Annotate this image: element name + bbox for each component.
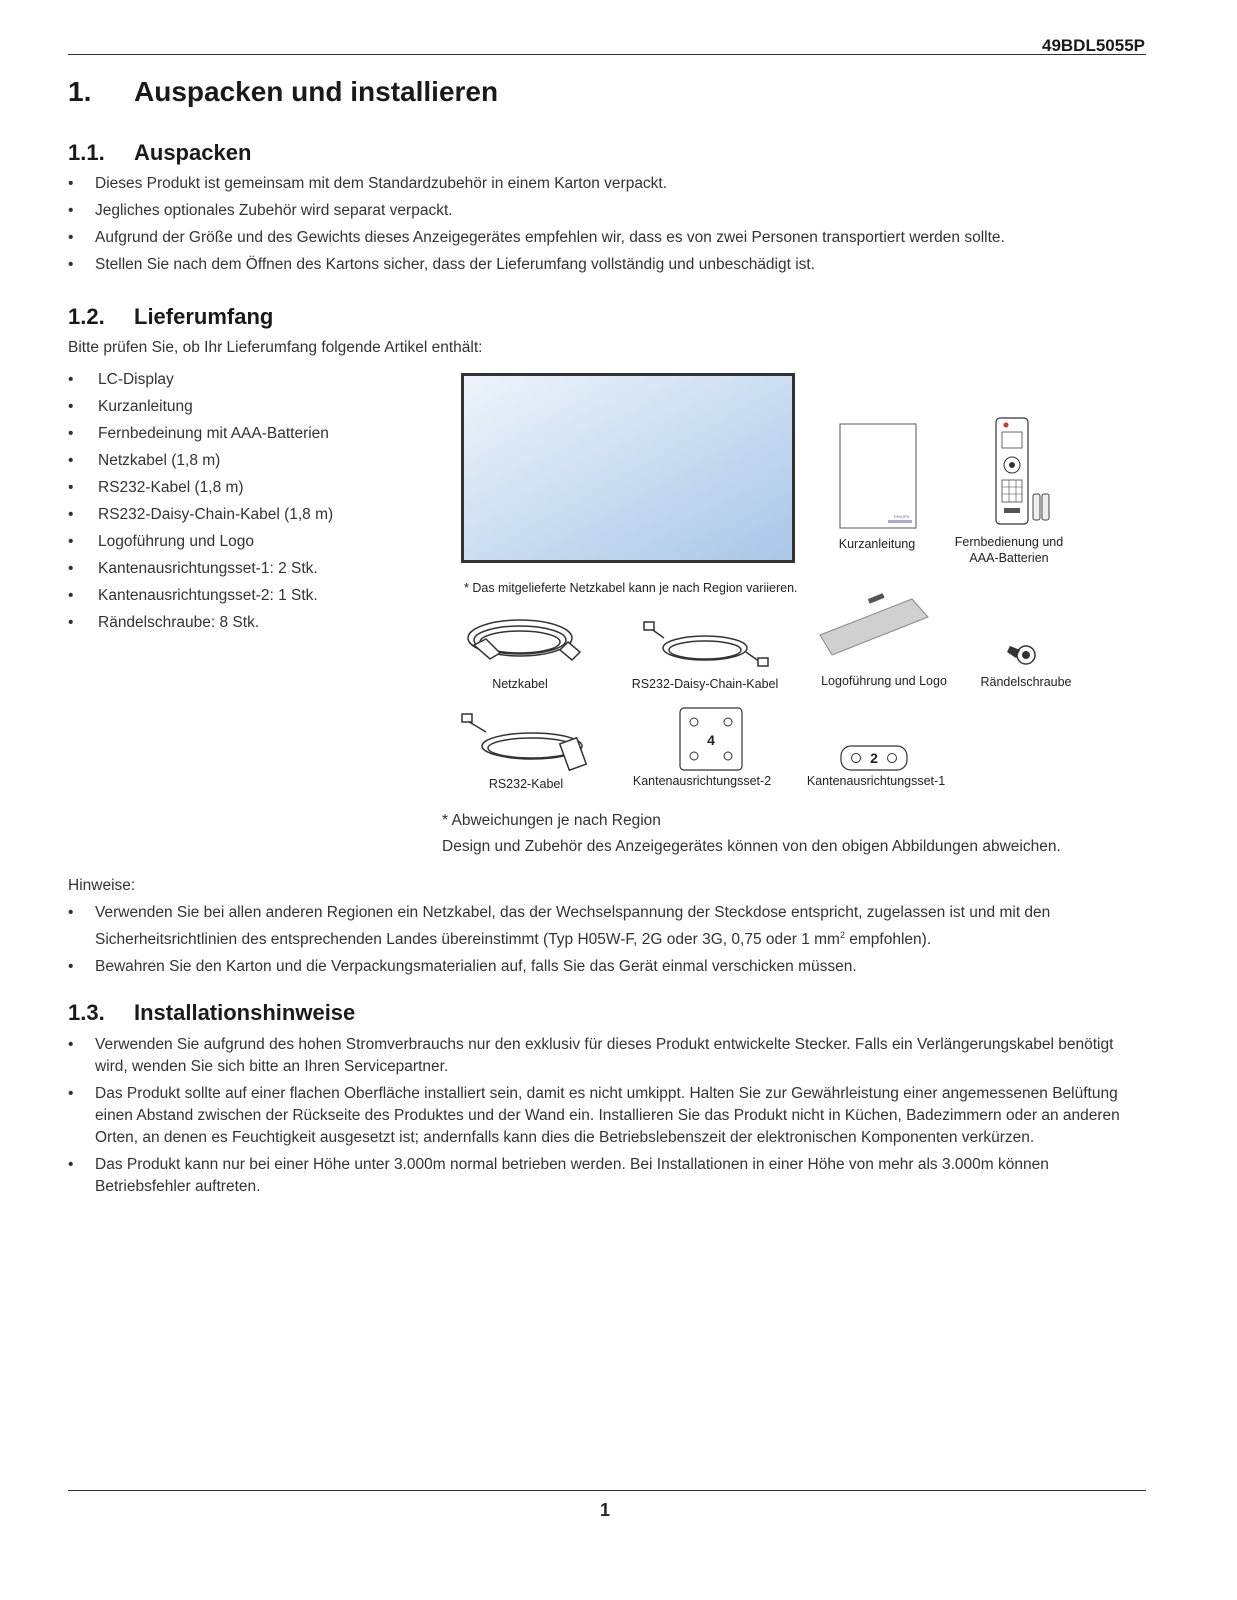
list-item: • Bewahren Sie den Karton und die Verpackungsmaterialien auf, falls Sie das Gerät einmal verschicken müssen.: [68, 956, 1146, 978]
list-item: • LC-Display: [68, 369, 428, 391]
list-item: • Verwenden Sie aufgrund des hohen Stromverbrauchs nur den exklusiv für dieses Produkt entwickelte Stecker. Falls ein Verlängerungskabel benötigt wird, wenden Sie sich bitte an Ihren Servicepartner.: [68, 1034, 1146, 1078]
header-model-number: 49BDL5055P: [1041, 36, 1145, 55]
section-1-1-number: 1.1.: [68, 140, 105, 165]
logo-guide-illustration: [820, 593, 928, 655]
page-number: 1: [599, 1500, 610, 1520]
caption-rs232: RS232-Kabel: [488, 777, 564, 791]
list-item: • Das Produkt sollte auf einer flachen Oberfläche installiert sein, damit es nicht umkippt. Halten Sie zur Gewährleistung einer angemessenen Belüftung einen Abstand zwischen der Rückseite des Produktes und der Wand ein. Installieren Sie das Produkt nicht in Küchen, Badezimmern oder an anderen Orten, an denen es Feuchtigkeit ausgesetzt ist; andernfalls kann dies die Betriebslebenszeit der elektronischen Komponenten verkürzen.: [68, 1083, 1146, 1149]
list-item: • Rändelschraube: 8 Stk.: [68, 612, 428, 634]
section-1-heading: [68, 76, 498, 108]
hinweis-1-superscript: 2: [839, 930, 845, 940]
power-cord-note: * Das mitgelieferte Netzkabel kann je nach Region variieren.: [464, 581, 798, 595]
remote-control-illustration: [996, 418, 1049, 524]
section-1-title: Auspacken und installieren: [134, 76, 499, 107]
hinweise-label: Hinweise:: [68, 877, 136, 894]
caption-thumbscrew: Rändelschraube: [980, 675, 1072, 689]
power-cord-illustration: [468, 620, 580, 660]
list-item: • Das Produkt kann nur bei einer Höhe unter 3.000m normal betrieben werden. Bei Installationen in einer Höhe von mehr als 3.000m können Betriebsfehler auftreten.: [68, 1154, 1146, 1198]
section-1-3-heading: [68, 1000, 355, 1026]
section-1-3-number: 1.3.: [68, 1000, 105, 1025]
region-note-2: Design und Zubehör des Anzeigegerätes können von den obigen Abbildungen abweichen.: [442, 838, 1061, 855]
footer-rule: [68, 1490, 1146, 1491]
package-intro: Bitte prüfen Sie, ob Ihr Lieferumfang folgende Artikel enthält:: [68, 339, 483, 356]
section-1-number: 1.: [68, 76, 92, 107]
caption-logo-guide: Logoführung und Logo: [821, 674, 947, 688]
section-1-2-heading: [68, 304, 273, 330]
list-item: • Kantenausrichtungsset-1: 2 Stk.: [68, 558, 428, 580]
list-item: • Jegliches optionales Zubehör wird separat verpackt.: [68, 200, 1146, 222]
kit-2-label: 4: [707, 732, 715, 748]
unpacking-list: [68, 173, 1146, 281]
quick-guide-illustration: [840, 424, 916, 528]
installation-notes-list: [68, 1034, 1146, 1203]
hinweis-1-line-2-end: empfohlen).: [844, 931, 932, 949]
caption-remote-line-2: AAA-Batterien: [969, 551, 1049, 565]
booklet-brand-text: PHILIPS: [894, 514, 910, 519]
list-item: • Kurzanleitung: [68, 396, 428, 418]
section-1-2-title: Lieferumfang: [134, 304, 274, 329]
thumbscrew-illustration: [1007, 646, 1035, 664]
section-1-1-heading: [68, 140, 251, 166]
hinweis-1-line-2: Sicherheitsrichtlinien des entsprechenden Landes übereinstimmt (Typ H05W-F, 2G oder 3G, 0,75 oder 1 mm: [95, 931, 840, 949]
region-note-1: * Abweichungen je nach Region: [442, 812, 661, 829]
lc-display-illustration: [461, 373, 795, 563]
list-item: • Dieses Produkt ist gemeinsam mit dem Standardzubehör in einem Karton verpackt.: [68, 173, 1146, 195]
section-1-3-title: Installationshinweise: [134, 1000, 356, 1025]
caption-quick-guide: Kurzanleitung: [838, 537, 916, 551]
section-1-2-number: 1.2.: [68, 304, 105, 329]
list-item: • RS232-Kabel (1,8 m): [68, 477, 428, 499]
rs232-cable-illustration: [462, 714, 586, 770]
hinweis-1-line-1: Verwenden Sie bei allen anderen Regionen ein Netzkabel, das der Wechselspannung der Steckdose entspricht, zugelassen ist und mit den: [95, 904, 1051, 921]
header-rule: [68, 54, 1146, 55]
caption-power-cord: Netzkabel: [492, 677, 548, 691]
list-item: • Logoführung und Logo: [68, 531, 428, 553]
caption-kit-2: Kantenausrichtungsset-2: [632, 774, 772, 788]
list-item: • Aufgrund der Größe und des Gewichts dieses Anzeigegerätes empfehlen wir, dass es von zwei Personen transportiert werden sollte.: [68, 227, 1146, 249]
list-item: [68, 902, 1146, 951]
section-1-1-title: Auspacken: [134, 140, 252, 165]
hinweise-list: [68, 902, 1146, 983]
list-item: • Fernbedeinung mit AAA-Batterien: [68, 423, 428, 445]
kit-1-label: 2: [870, 750, 878, 766]
list-item: • Stellen Sie nach dem Öffnen des Kartons sicher, dass der Lieferumfang vollständig und unbeschädigt ist.: [68, 254, 1146, 276]
daisy-chain-cable-illustration: [644, 622, 768, 666]
package-contents-list: [68, 369, 428, 639]
list-item: • Kantenausrichtungsset-2: 1 Stk.: [68, 585, 428, 607]
caption-kit-1: Kantenausrichtungsset-1: [806, 774, 946, 788]
list-item: • Netzkabel (1,8 m): [68, 450, 428, 472]
caption-daisy-chain: RS232-Daisy-Chain-Kabel: [631, 677, 779, 691]
caption-remote: [944, 534, 1074, 566]
list-item: • RS232-Daisy-Chain-Kabel (1,8 m): [68, 504, 428, 526]
caption-remote-line-1: Fernbedienung und: [954, 535, 1064, 549]
